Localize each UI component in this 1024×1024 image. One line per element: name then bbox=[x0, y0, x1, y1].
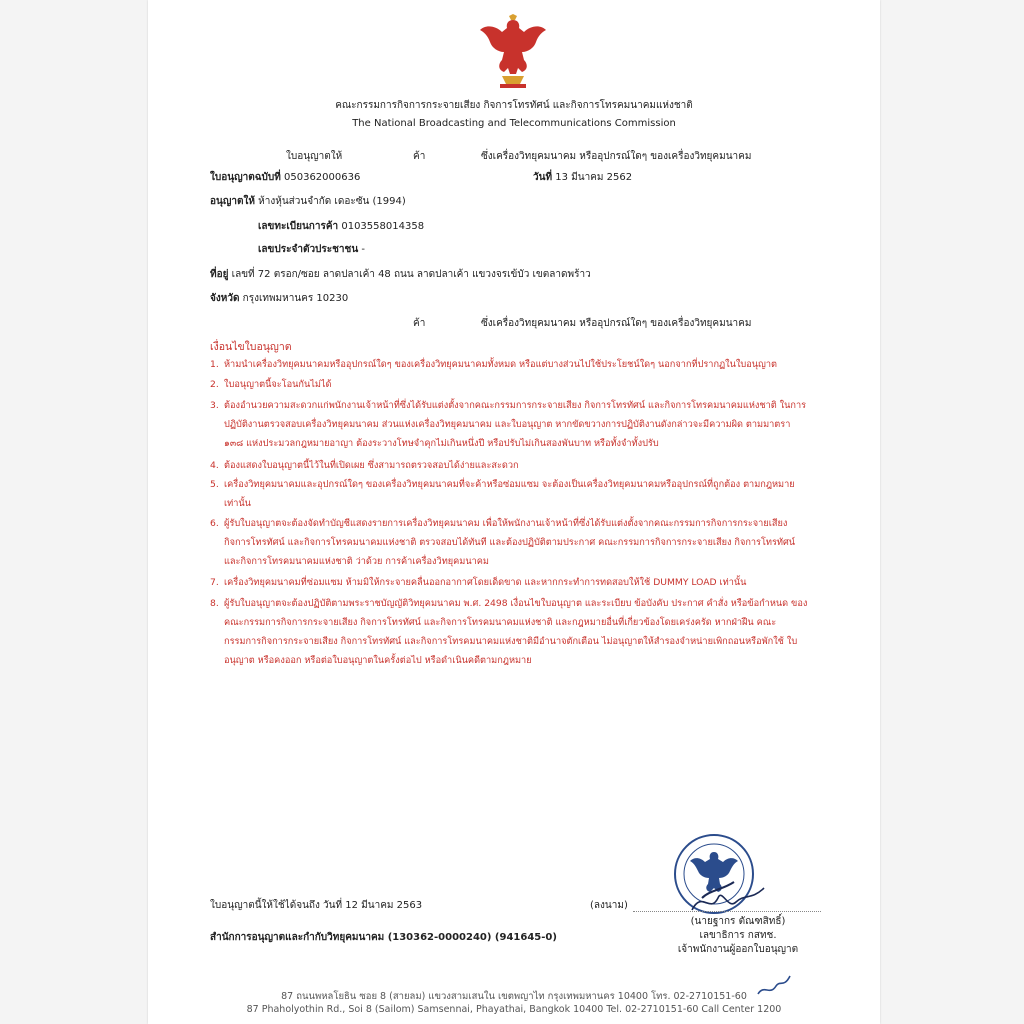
condition-item: 4. ต้องแสดงใบอนุญาตนี้ไว้ในที่เปิดเผย ซึ่งสามารถตรวจสอบได้ง่ายและสะดวก bbox=[210, 460, 519, 471]
license-number-value: 050362000636 bbox=[284, 172, 361, 183]
condition-item: 7. เครื่องวิทยุคมนาคมที่ซ่อมแซม ห้ามมิให้กระจายคลื่นออกอากาศโดยเด็ดขาด และหากกระทำการทดสอบให้ใช้ DUMMY LOAD เท่านั้น bbox=[210, 577, 747, 588]
license-type-value-2: ซึ่งเครื่องวิทยุคมนาคม หรืออุปกรณ์ใดๆ ของเครื่องวิทยุคมนาคม bbox=[481, 318, 752, 329]
license-trade-word: ค้า bbox=[413, 151, 426, 162]
grantee-row bbox=[210, 194, 406, 209]
footer-english: 87 Phaholyothin Rd., Soi 8 (Sailom) Samsennai, Phayathai, Bangkok 10400 Tel. 02-2710151-60 Call Center 1200 bbox=[246, 1004, 782, 1015]
citizen-id-value: - bbox=[361, 244, 365, 255]
condition-item: 1. ห้ามนำเครื่องวิทยุคมนาคมหรืออุปกรณ์ใดๆ ของเครื่องวิทยุคมนาคมทั้งหมด หรือแต่บางส่วนไปใช้ประโยชน์ใดๆ นอกจากที่ปรากฏในใบอนุญาต bbox=[210, 359, 778, 370]
license-page bbox=[148, 0, 880, 1024]
province-row bbox=[210, 291, 348, 306]
grantee-label: อนุญาตให้ bbox=[210, 196, 255, 207]
license-date-row bbox=[533, 170, 632, 185]
address-row bbox=[210, 267, 591, 282]
citizen-id-label: เลขประจำตัวประชาชน bbox=[258, 244, 359, 255]
conditions-heading: เงื่อนไขใบอนุญาต bbox=[210, 341, 292, 353]
signer-title-2: เจ้าพนักงานผู้ออกใบอนุญาต bbox=[677, 944, 799, 955]
signature-line bbox=[633, 911, 821, 912]
province-label: จังหวัด bbox=[210, 293, 240, 304]
validity-date-label: วันที่ bbox=[323, 900, 343, 911]
license-trade-word-2: ค้า bbox=[413, 318, 426, 329]
title-thai: คณะกรรมการกิจการกระจายเสียง กิจการโทรทัศน์ และกิจการโทรคมนาคมแห่งชาติ bbox=[335, 100, 693, 111]
address-value: เลขที่ 72 ตรอก/ซอย ลาดปลาเค้า 48 ถนน ลาดปลาเค้า แขวงจรเข้บัว เขตลาดพร้าว bbox=[231, 269, 591, 280]
license-type-value: ซึ่งเครื่องวิทยุคมนาคม หรืออุปกรณ์ใดๆ ของเครื่องวิทยุคมนาคม bbox=[481, 151, 752, 162]
condition-item: 5. เครื่องวิทยุคมนาคมและอุปกรณ์ใดๆ ของเครื่องวิทยุคมนาคมที่จะค้าหรือซ่อมแซม จะต้องเป็นเครื่องวิทยุคมนาคมหรืออุปกรณ์ที่ถูกต้อง ตามกฎหมายเท่านั้น bbox=[210, 479, 795, 509]
registration-row bbox=[258, 219, 424, 234]
validity-date-value: 12 มีนาคม 2563 bbox=[345, 900, 423, 911]
garuda-emblem-icon bbox=[478, 14, 548, 90]
province-value: กรุงเทพมหานคร 10230 bbox=[242, 293, 349, 304]
validity-row bbox=[210, 898, 422, 913]
registration-value: 0103558014358 bbox=[341, 221, 425, 232]
citizen-id-row bbox=[258, 242, 365, 257]
license-number-label: ใบอนุญาตฉบับที่ bbox=[210, 172, 281, 183]
license-number-row bbox=[210, 170, 360, 185]
registration-label: เลขทะเบียนการค้า bbox=[258, 221, 339, 232]
condition-item: 8. ผู้รับใบอนุญาตจะต้องปฏิบัติตามพระราชบัญญัติวิทยุคมนาคม พ.ศ. 2498 เงื่อนไขใบอนุญาต และระเบียบ ข้อบังคับ ประกาศ คำสั่ง หรือข้อกำหนด ของคณะกรรมการกิจการกระจายเสียง กิจการโทรทัศน์ และกิจการโทรคมนาคมแห่งชาติ และกฎหมายอื่นที่เกี่ยวข้องโดยเคร่งครัด หากฝ่าฝืน คณะกรรมการกิจการกระจายเสียง กิจการโทรทัศน์ และกิจการโทรคมนาคมแห่งชาติมีอำนาจตักเตือน ไม่อนุญาตให้สำรองจำหน่ายเพิกถอนหรือพักใช้ ใบอนุญาต หรือคงออก หรือต่อใบอนุญาตในครั้งต่อไป หรือดำเนินคดีตามกฎหมาย bbox=[210, 598, 808, 666]
signer-title-1: เลขาธิการ กสทช. bbox=[699, 930, 777, 941]
signer-name: (นายฐากร ตัณฑสิทธิ์) bbox=[690, 916, 786, 927]
license-type-label: ใบอนุญาตให้ bbox=[286, 151, 343, 162]
grantee-value: ห้างหุ้นส่วนจำกัด เดอะซัน (1994) bbox=[258, 196, 406, 207]
license-date-value: 13 มีนาคม 2562 bbox=[555, 172, 633, 183]
footer-thai: 87 ถนนพหลโยธิน ซอย 8 (สายลม) แขวงสามเสนใน เขตพญาไท กรุงเทพมหานคร 10400 โทร. 02-2710151-60 bbox=[281, 991, 747, 1002]
validity-label: ใบอนุญาตนี้ให้ใช้ได้จนถึง bbox=[210, 900, 320, 911]
license-date-label: วันที่ bbox=[533, 172, 553, 183]
sign-label: (ลงนาม) bbox=[590, 900, 628, 911]
address-label: ที่อยู่ bbox=[210, 269, 229, 280]
condition-item: 3. ต้องอำนวยความสะดวกแก่พนักงานเจ้าหน้าที่ซึ่งได้รับแต่งตั้งจากคณะกรรมการกระจายเสียง กิจการโทรทัศน์ และกิจการโทรคมนาคมแห่งชาติ ในการปฏิบัติงานตรวจสอบเครื่องวิทยุคมนาคม ส่วนแห่งเครื่องวิทยุคมนาคม และใบอนุญาต หากขัดขวางการปฏิบัติงานดังกล่าวจะมีความผิด ตามมาตรา ๑๓๘ แห่งประมวลกฎหมายอาญา ต้องระวางโทษจำคุกไม่เกินหนึ่งปี หรือปรับไม่เกินสองพันบาท หรือทั้งจำทั้งปรับ bbox=[210, 400, 807, 449]
title-english: The National Broadcasting and Telecommunications Commission bbox=[352, 118, 676, 129]
office-line-text: สำนักการอนุญาตและกำกับวิทยุคมนาคม (130362-0000240) (941645-0) bbox=[210, 932, 557, 943]
condition-item: 6. ผู้รับใบอนุญาตจะต้องจัดทำบัญชีแสดงรายการเครื่องวิทยุคมนาคม เพื่อให้พนักงานเจ้าหน้าที่ซึ่งได้รับแต่งตั้งจากคณะกรรมการกิจการกระจายเสียง กิจการโทรทัศน์ และกิจการโทรคมนาคมแห่งชาติ ตรวจสอบได้ทันที และต้องปฏิบัติตามประกาศ คณะกรรมการกิจการกระจายเสียง กิจการโทรทัศน์ และกิจการโทรคมนาคมแห่งชาติ ว่าด้วย การค้าเครื่องวิทยุคมนาคม bbox=[210, 518, 796, 567]
condition-item: 2. ใบอนุญาตนี้จะโอนกันไม่ได้ bbox=[210, 379, 332, 390]
